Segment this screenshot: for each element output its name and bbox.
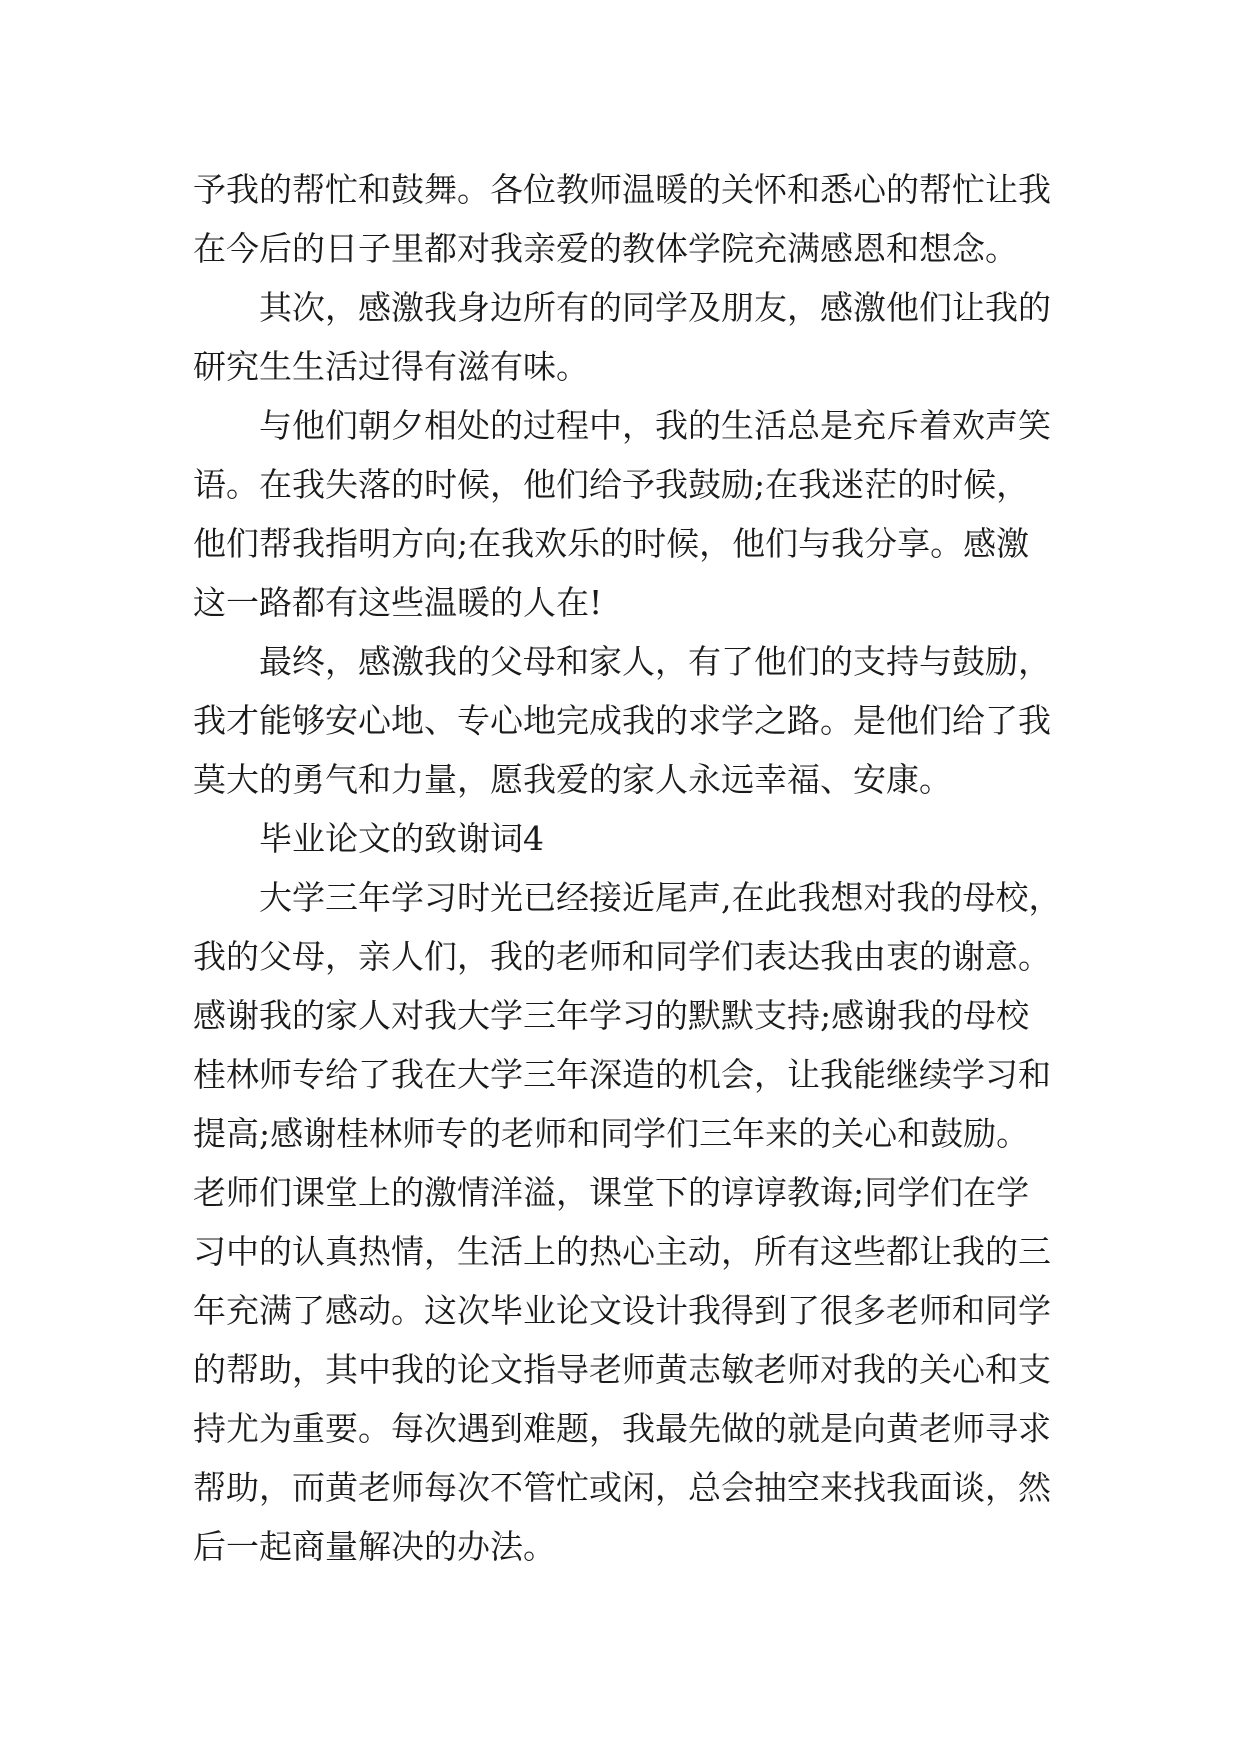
text-line: 我才能够安心地、专心地完成我的求学之路。是他们给了我	[193, 701, 1051, 740]
text-line: 莫大的勇气和力量，愿我爱的家人永远幸福、安康。	[193, 760, 952, 799]
text-line: 的帮助，其中我的论文指导老师黄志敏老师对我的关心和支	[193, 1350, 1051, 1389]
text-line: 习中的认真热情，生活上的热心主动，所有这些都让我的三	[193, 1232, 1051, 1271]
text-line: 后一起商量解决的办法。	[193, 1527, 556, 1566]
text-line: 提高;感谢桂林师专的老师和同学们三年来的关心和鼓励。	[193, 1114, 1030, 1153]
text-line: 予我的帮忙和鼓舞。各位教师温暖的关怀和悉心的帮忙让我	[193, 170, 1051, 209]
text-line: 年充满了感动。这次毕业论文设计我得到了很多老师和同学	[193, 1291, 1051, 1330]
text-line: 在今后的日子里都对我亲爱的教体学院充满感恩和想念。	[193, 229, 1018, 268]
text-line: 研究生生活过得有滋有味。	[193, 347, 589, 386]
text-line: 持尤为重要。每次遇到难题，我最先做的就是向黄老师寻求	[193, 1409, 1051, 1448]
paragraph-start-line: 与他们朝夕相处的过程中，我的生活总是充斥着欢声笑	[259, 406, 1051, 445]
text-line: 桂林师专给了我在大学三年深造的机会，让我能继续学习和	[193, 1055, 1051, 1094]
text-line: 感谢我的家人对我大学三年学习的默默支持;感谢我的母校	[193, 996, 1030, 1035]
text-line: 这一路都有这些温暖的人在!	[193, 583, 603, 622]
text-line: 语。在我失落的时候，他们给予我鼓励;在我迷茫的时候，	[193, 465, 1030, 504]
text-line: 他们帮我指明方向;在我欢乐的时候，他们与我分享。感激	[193, 524, 1030, 563]
paragraph-start-line: 大学三年学习时光已经接近尾声,在此我想对我的母校，	[259, 878, 1062, 917]
paragraph-start-line: 最终，感激我的父母和家人，有了他们的支持与鼓励，	[259, 642, 1051, 681]
body-text	[193, 160, 1073, 1576]
paragraph-start-line: 其次，感激我身边所有的同学及朋友，感激他们让我的	[259, 288, 1051, 327]
section-heading: 毕业论文的致谢词4	[259, 819, 544, 858]
text-line: 我的父母，亲人们，我的老师和同学们表达我由衷的谢意。	[193, 937, 1051, 976]
text-line: 帮助，而黄老师每次不管忙或闲，总会抽空来找我面谈，然	[193, 1468, 1051, 1507]
text-line: 老师们课堂上的激情洋溢，课堂下的谆谆教诲;同学们在学	[193, 1173, 1030, 1212]
